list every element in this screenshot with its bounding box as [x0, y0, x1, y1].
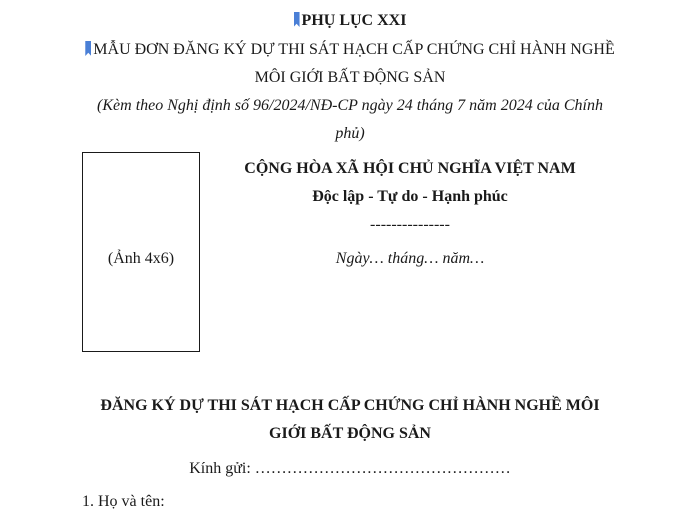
recipient-line: Kính gửi: ………………………………………… — [189, 460, 511, 477]
decree-reference-line-2: phủ) — [335, 125, 365, 142]
form-title-line-2: GIỚI BẤT ĐỘNG SẢN — [269, 425, 431, 442]
photo-placeholder-box — [82, 152, 200, 352]
form-title-line-1: ĐĂNG KÝ DỰ THI SÁT HẠCH CẤP CHỨNG CHỈ HÀNH NGHỀ MÔI — [100, 397, 600, 414]
form-name-text-1: MẪU ĐƠN ĐĂNG KÝ DỰ THI SÁT HẠCH CẤP CHỨNG CHỈ HÀNH NGHỀ — [93, 41, 615, 58]
form-name-line-2: MÔI GIỚI BẤT ĐỘNG SẢN — [254, 69, 446, 86]
republic-heading: CỘNG HÒA XÃ HỘI CHỦ NGHĨA VIỆT NAM — [244, 160, 576, 177]
date-line: Ngày… tháng… năm… — [335, 250, 485, 267]
appendix-title: PHỤ LỤC XXI — [301, 12, 407, 29]
photo-label: (Ảnh 4x6) — [107, 250, 175, 267]
header-divider: --------------- — [370, 216, 450, 233]
national-motto: Độc lập - Tự do - Hạnh phúc — [312, 188, 508, 205]
form-name-line-1 — [0, 40, 700, 60]
bookmark-icon[interactable] — [85, 41, 91, 56]
decree-reference-line-1: (Kèm theo Nghị định số 96/2024/NĐ-CP ngày 24 tháng 7 năm 2024 của Chính — [97, 97, 603, 114]
field-full-name-label: 1. Họ và tên: — [82, 493, 165, 510]
bookmark-icon[interactable] — [294, 12, 300, 27]
appendix-title-line — [0, 11, 700, 31]
